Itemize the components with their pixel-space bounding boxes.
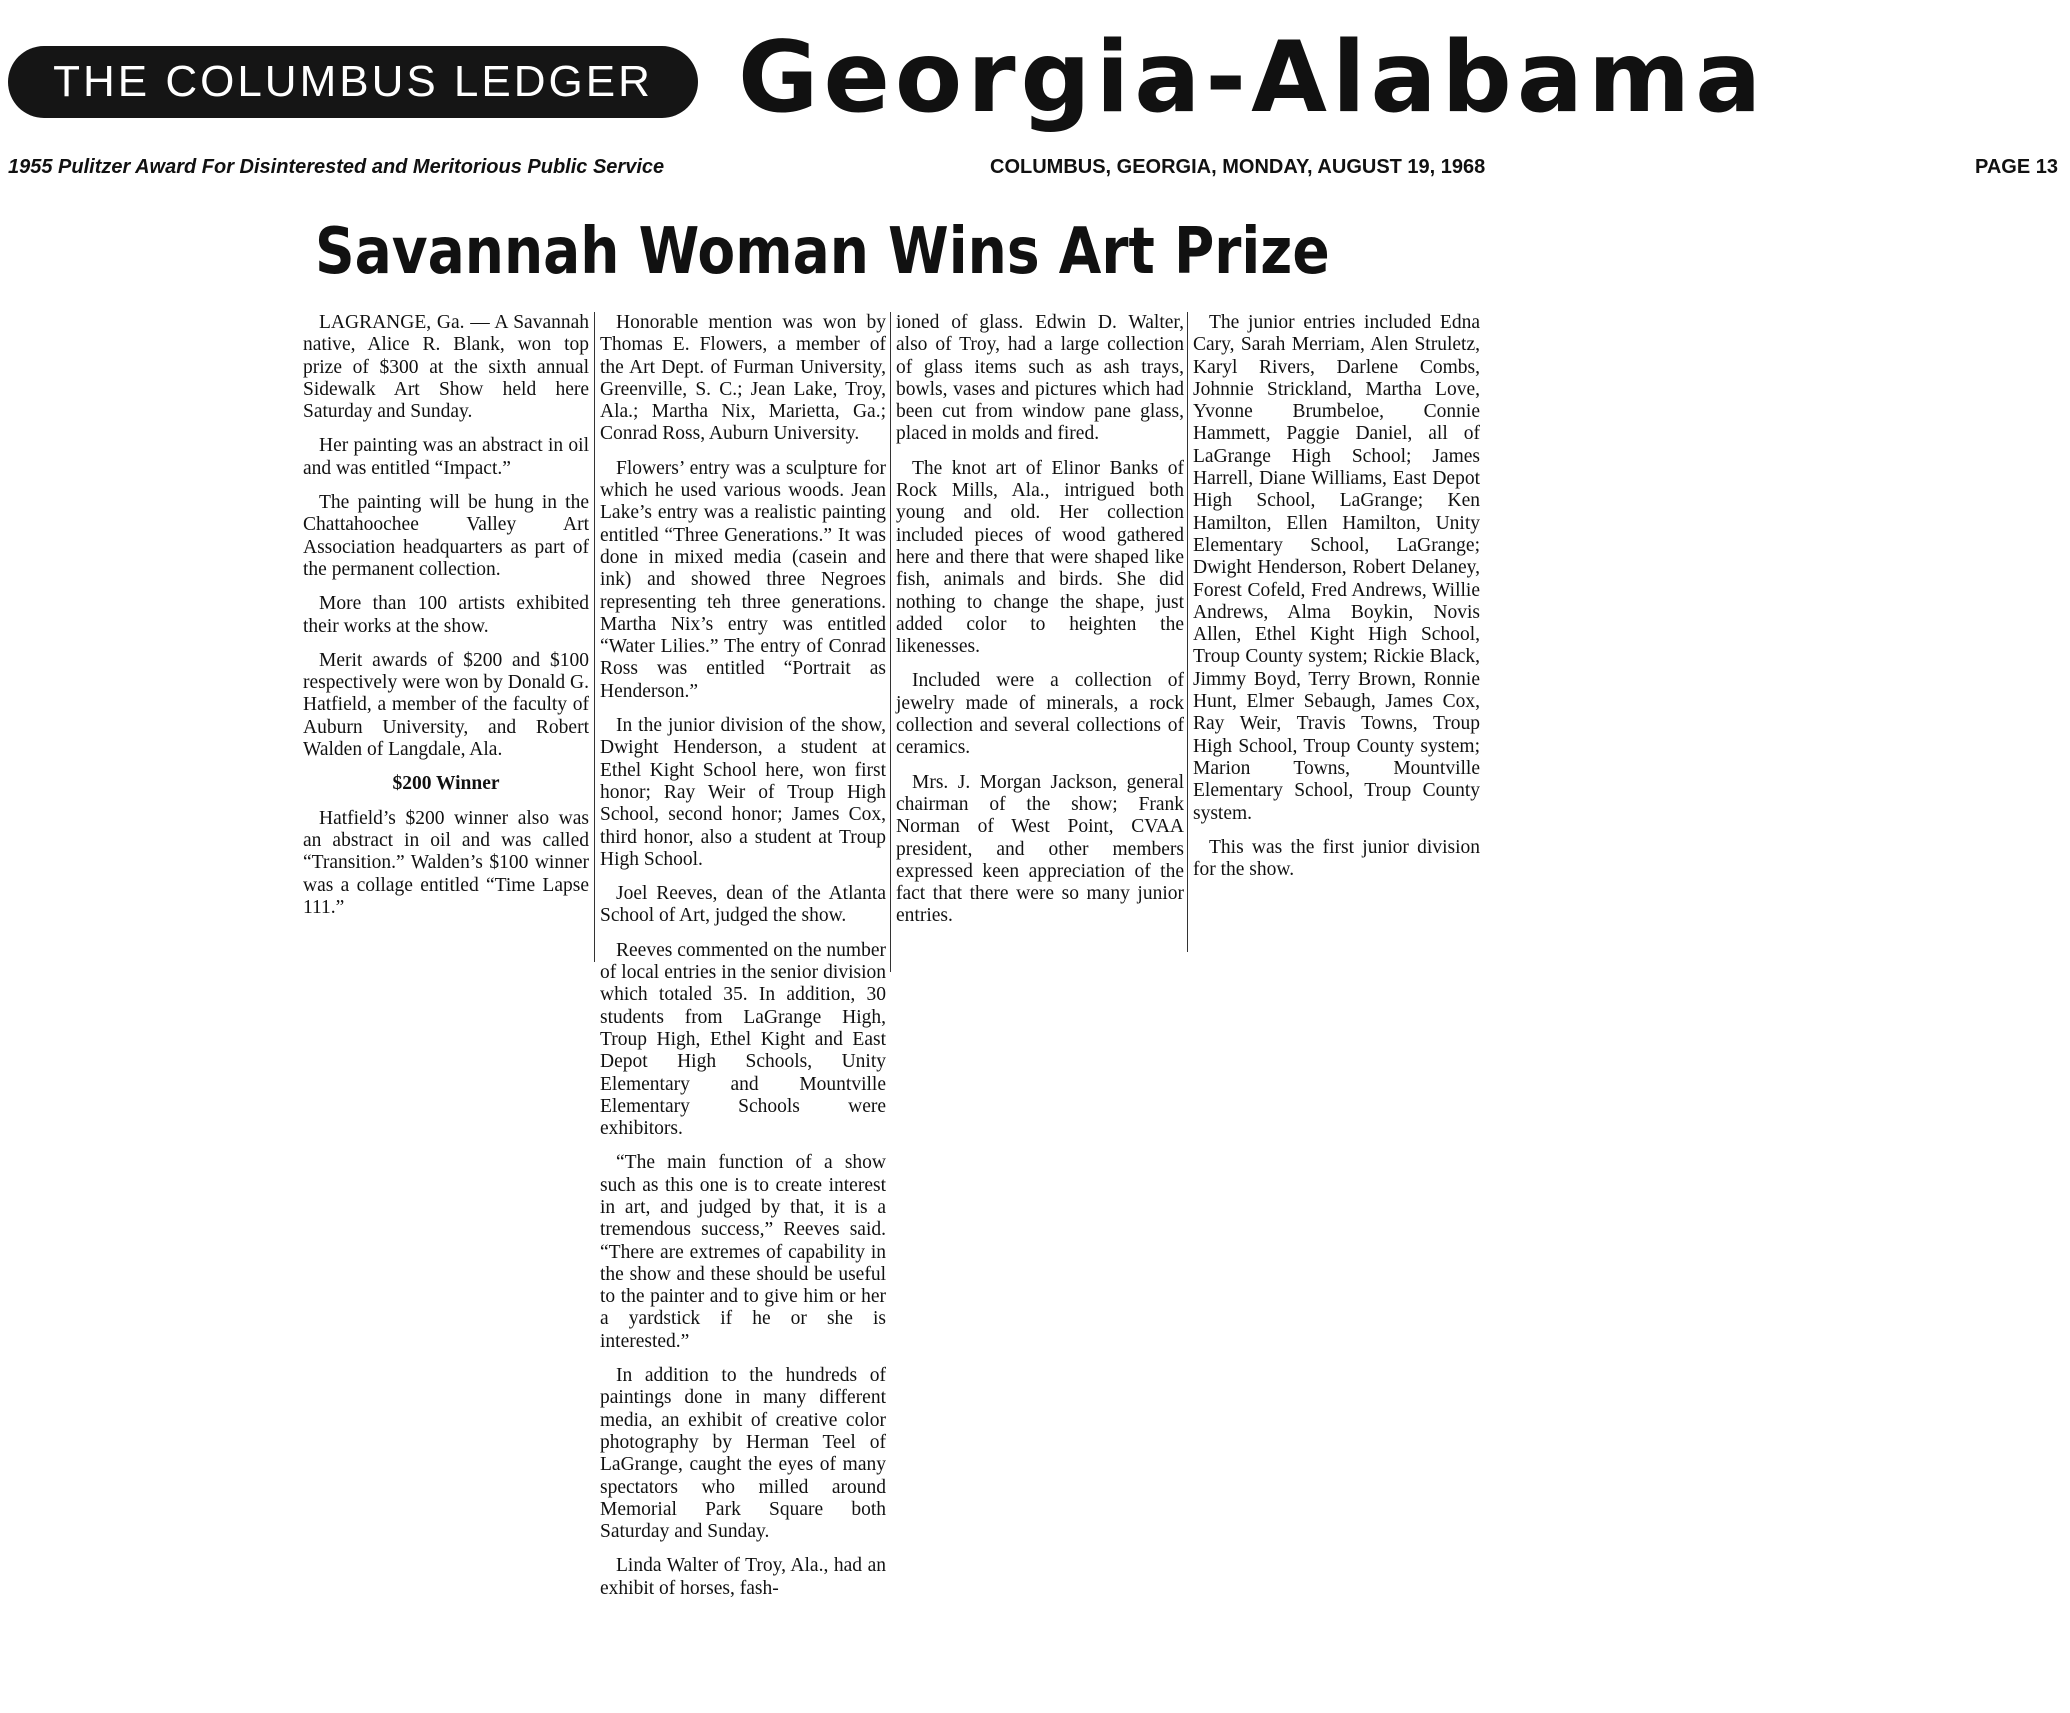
article-paragraph: More than 100 artists exhibited their works at the show.	[303, 593, 589, 637]
article-paragraph: Mrs. J. Morgan Jackson, general chairman of the show; Frank Norman of West Point, CVAA president, and other members expressed keen appreciation of the fact that there were so many junior entries.	[896, 771, 1184, 927]
pulitzer-line: 1955 Pulitzer Award For Disinterested and Meritorious Public Service	[8, 156, 665, 178]
article-paragraph: Flowers’ entry was a sculpture for which he used various woods. Jean Lake’s entry was a realistic painting entitled “Three Generations.” It was done in mixed media (casein and ink) and showed three Negroes representing teh three generations. Martha Nix’s entry was entitled “Water Lilies.” The entry of Conrad Ross was entitled “Portrait as Henderson.”	[600, 457, 886, 702]
section-title: Georgia-Alabama	[738, 21, 1767, 135]
article-paragraph: ioned of glass. Edwin D. Walter, also of Troy, had a large collection of glass items such as ash trays, bowls, vases and pictures which had been cut from window pane glass, placed in molds and fired.	[896, 312, 1184, 445]
article-column-1	[303, 312, 589, 931]
article-paragraph: LAGRANGE, Ga. — A Savannah native, Alice R. Blank, won top prize of $300 at the sixth annual Sidewalk Art Show held here Saturday and Sunday.	[303, 312, 589, 423]
article-paragraph: The knot art of Elinor Banks of Rock Mills, Ala., intrigued both young and old. Her collection included pieces of wood gathered here and there that were shaped like fish, animals and birds. She did nothing to change the shape, just added color to heighten the likenesses.	[896, 457, 1184, 658]
column-rule	[594, 312, 595, 962]
paper-name: THE COLUMBUS LEDGER	[53, 57, 653, 106]
masthead-banner	[8, 46, 698, 118]
article-paragraph: Reeves commented on the number of local entries in the senior division which totaled 35. In addition, 30 students from LaGrange High, Troup High, Ethel Kight and East Depot High Schools, Unity Elementary and Mountville Elementary Schools were exhibitors.	[600, 939, 886, 1140]
article-paragraph: Joel Reeves, dean of the Atlanta School of Art, judged the show.	[600, 883, 886, 927]
article-paragraph: This was the first junior division for the show.	[1193, 836, 1480, 881]
article-paragraph: The painting will be hung in the Chattahoochee Valley Art Association headquarters as part of the permanent collection.	[303, 492, 589, 580]
article-paragraph: Linda Walter of Troy, Ala., had an exhibit of horses, fash-	[600, 1555, 886, 1599]
issue-dateline: COLUMBUS, GEORGIA, MONDAY, AUGUST 19, 1968	[990, 156, 1486, 178]
article-paragraph: Her painting was an abstract in oil and was entitled “Impact.”	[303, 435, 589, 479]
article-paragraph: Hatfield’s $200 winner also was an abstract in oil and was called “Transition.” Walden’s $100 winner was a collage entitled “Time Lapse 111.”	[303, 807, 589, 918]
article-paragraph: Merit awards of $200 and $100 respectively were won by Donald G. Hatfield, a member of the faculty of Auburn University, and Robert Walden of Langdale, Ala.	[303, 649, 589, 761]
article-column-2	[600, 312, 886, 1612]
article-paragraph: “The main function of a show such as this one is to create interest in art, and judged by that, it is a tremendous success,” Reeves said. “There are extremes of capability in the show and these should be useful to the painter and to give him or her a yardstick if he or she is interested.”	[600, 1152, 886, 1352]
article-headline: Savannah Woman Wins Art Prize	[315, 215, 1330, 289]
article-column-3	[896, 312, 1184, 940]
article-subhead: $200 Winner	[392, 773, 500, 795]
article-paragraph: The junior entries included Edna Cary, Sarah Merriam, Alen Struletz, Karyl Rivers, Darlene Combs, Johnnie Strickland, Martha Love, Yvonne Brumbeloe, Connie Hammett, Paggie Daniel, all of LaGrange High School; James Harrell, Diane Williams, East Depot High School, LaGrange; Ken Hamilton, Ellen Hamilton, Unity Elementary School, LaGrange; Dwight Henderson, Robert Delaney, Forest Cofeld, Fred Andrews, Willie Andrews, Alma Boykin, Novis Allen, Ethel Kight High School, Troup County system; Rickie Black, Jimmy Boyd, Terry Brown, Ronnie Hunt, Elmer Sebaugh, James Cox, Ray Weir, Travis Towns, Troup High School, Troup County system; Marion Towns, Mountville Elementary School, Troup County system.	[1193, 312, 1480, 824]
article-column-4	[1193, 312, 1480, 893]
article-paragraph: In the junior division of the show, Dwight Henderson, a student at Ethel Kight School here, won first honor; Ray Weir of Troup High School, second honor; James Cox, third honor, also a student at Troup High School.	[600, 715, 886, 870]
column-rule	[890, 312, 891, 972]
article-paragraph: Honorable mention was won by Thomas E. Flowers, a member of the Art Dept. of Furman University, Greenville, S. C.; Jean Lake, Troy, Ala.; Martha Nix, Marietta, Ga.; Conrad Ross, Auburn University.	[600, 312, 886, 445]
page-number: PAGE 13	[1975, 156, 2058, 178]
article-paragraph: Included were a collection of jewelry made of minerals, a rock collection and several collections of ceramics.	[896, 670, 1184, 759]
article-paragraph: In addition to the hundreds of paintings done in many different media, an exhibit of creative color photography by Herman Teel of LaGrange, caught the eyes of many spectators who milled around Memorial Park Square both Saturday and Sunday.	[600, 1365, 886, 1543]
column-rule	[1187, 312, 1188, 952]
